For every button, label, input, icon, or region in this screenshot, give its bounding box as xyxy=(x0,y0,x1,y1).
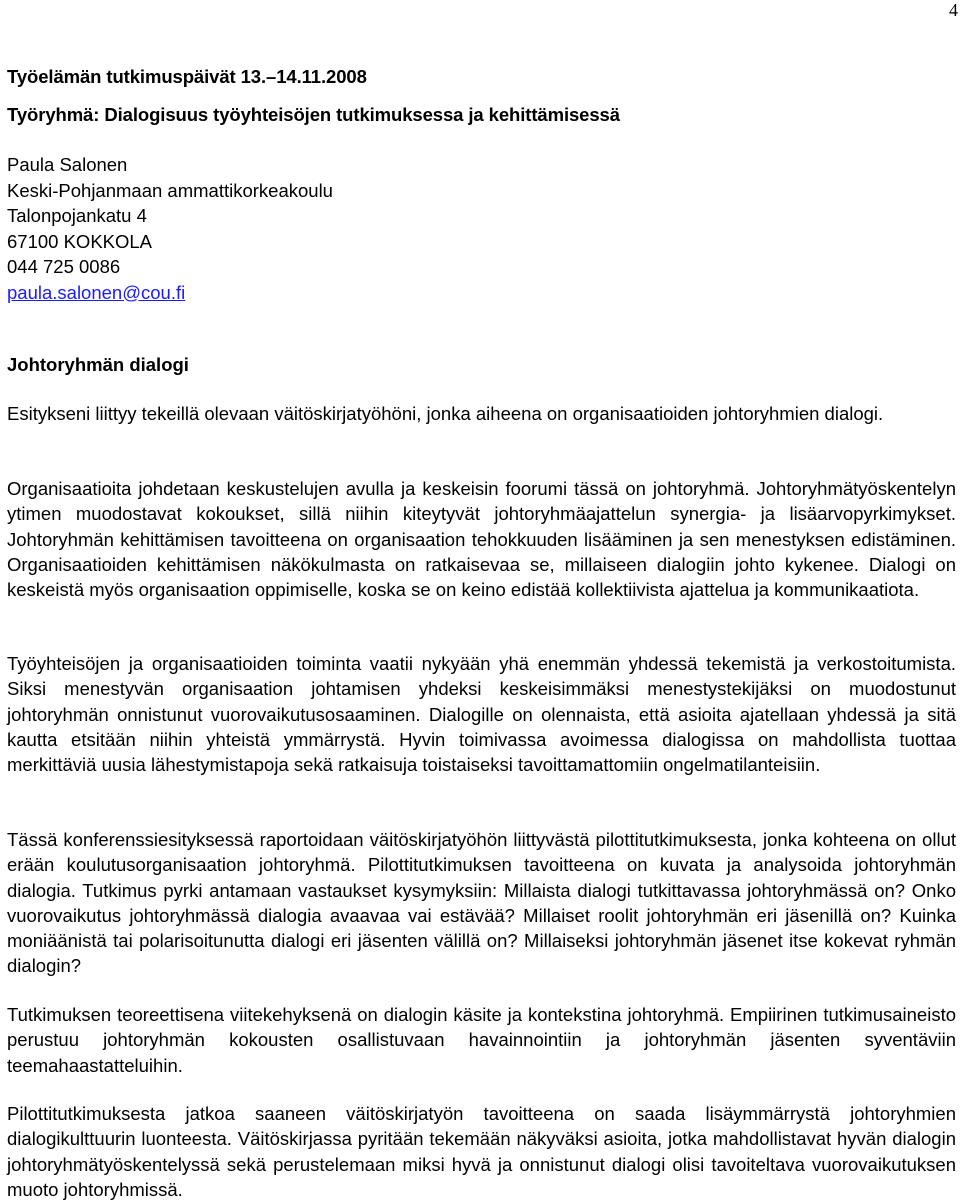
body-paragraph: Tutkimuksen teoreettisena viitekehyksenä on dialogin käsite ja kontekstina johtoryhmä. Empiirinen tutkimusaineisto perustuu johtoryhmän kokousten osallistuvaan havainnointiin ja johtoryhmän jäsenten syventäviin teemahaastatteluihin. xyxy=(7,1004,956,1076)
document-header xyxy=(7,65,955,127)
workgroup-title: Työryhmä: Dialogisuus työyhteisöjen tutkimuksessa ja kehittämisessä xyxy=(7,104,620,125)
body-paragraph: Pilottitutkimuksesta jatkoa saaneen väitöskirjatyön tavoitteena on saada lisäymmärrystä johtoryhmien dialogikulttuurin luonteesta. Väitöskirjassa pyritään tekemään näkyväksi asioita, jotka mahdollistavat hyvän dialogin johtoryhmätyöskentelyssä sekä perustelemaan miksi hyvä ja onnistunut dialogi olisi tavoiteltava vuorovaikutuksen muoto johtoryhmissä. xyxy=(7,1103,956,1200)
paragraph-block xyxy=(7,827,956,979)
author-street: Talonpojankatu 4 xyxy=(7,205,147,226)
author-contact-block xyxy=(7,152,955,305)
paragraph-block xyxy=(7,476,956,602)
paragraph-block xyxy=(7,1002,956,1078)
body-paragraph: Esitykseni liittyy tekeillä olevaan väitöskirjatyöhöni, jonka aiheena on organisaatioiden johtoryhmien dialogi. xyxy=(7,403,884,424)
author-email-link[interactable]: paula.salonen@cou.fi xyxy=(7,281,186,303)
body-paragraph: Organisaatioita johdetaan keskustelujen avulla ja keskeisin foorumi tässä on johtoryhmä. Johtoryhmätyöskentelyn ytimen muodostavat kokoukset, sillä niihin kiteytyvät johtoryhmäajattelun synergia- ja lisäarvopyrkimykset. Johtoryhmän kehittämisen tavoitteena on organisaation tehokkuuden lisääminen ja sen menestyksen edistäminen. Organisaatioiden kehittämisen näkökulmasta on ratkaisevaa se, millaiseen dialogiin johto kykenee. Dialogi on keskeistä myös organisaation oppimiselle, koska se on keino edistää kollektiivista ajattelua ja kommunikaatiota. xyxy=(7,478,956,601)
paragraph-block xyxy=(7,651,956,777)
author-postal: 67100 KOKKOLA xyxy=(7,230,153,252)
event-title: Työelämän tutkimuspäivät 13.–14.11.2008 xyxy=(7,66,367,87)
paragraph-block xyxy=(7,401,956,426)
body-paragraph: Työyhteisöjen ja organisaatioiden toiminta vaatii nykyään yhä enemmän yhdessä tekemistä ja verkostoitumista. Siksi menestyvän organisaation johtamisen yhdeksi keskeisimmäksi menestystekijäksi on muodostunut johtoryhmän onnistunut vuorovaikutusosaaminen. Dialogille on olennaista, että asioita ajatellaan yhdessä ja sitä kautta etsitään niihin yhteistä ymmärrystä. Hyvin toimivassa avoimessa dialogissa on mahdollista tuottaa merkittäviä uusia lähestymistapoja sekä ratkaisuja toistaiseksi tavoittamattomiin ongelmatilanteisiin. xyxy=(7,653,956,776)
section-title: Johtoryhmän dialogi xyxy=(7,354,189,375)
author-name: Paula Salonen xyxy=(7,154,128,175)
author-organization: Keski-Pohjanmaan ammattikorkeakoulu xyxy=(7,179,333,201)
paragraph-block xyxy=(7,1101,956,1202)
author-phone: 044 725 0086 xyxy=(7,256,121,277)
page-number: 4 xyxy=(949,0,958,20)
body-paragraph: Tässä konferenssiesityksessä raportoidaan väitöskirjatyöhön liittyvästä pilottitutkimuksesta, jonka kohteena on ollut erään koulutusorganisaation johtoryhmä. Pilottitutkimuksen tavoitteena on kuvata ja analysoida johtoryhmän dialogia. Tutkimus pyrki antamaan vastaukset kysymyksiin: Millaista dialogi tutkittavassa johtoryhmässä on? Onko vuorovaikutus johtoryhmässä dialogia avaavaa vai estävää? Millaiset roolit johtoryhmän eri jäsenillä on? Kuinka moniäänistä tai polarisoitunutta dialogi eri jäsenten välillä on? Millaiseksi johtoryhmän jäsenet itse kokevat ryhmän dialogin? xyxy=(7,829,956,977)
